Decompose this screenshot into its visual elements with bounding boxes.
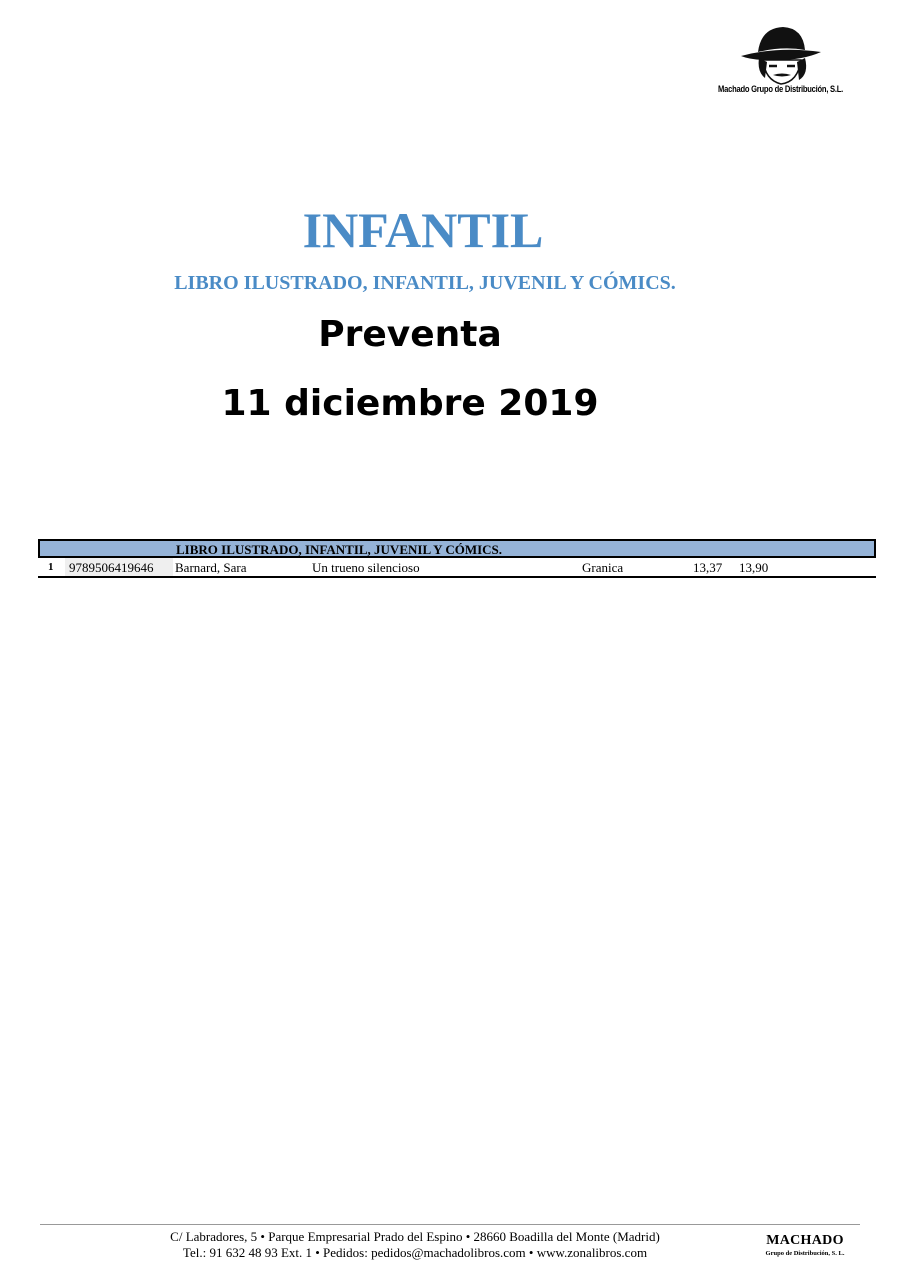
footer-divider — [40, 1224, 860, 1225]
logo-caption: Machado Grupo de Distribución, S.L. — [718, 84, 844, 95]
man-with-hat-logo-icon — [703, 22, 853, 86]
section-header-label: LIBRO ILUSTRADO, INFANTIL, JUVENIL Y CÓMICS. — [176, 542, 503, 557]
footer-brand — [755, 1233, 855, 1258]
footer-brand-name: MACHADO — [766, 1233, 844, 1248]
footer-brand-subtitle: Grupo de Distribución, S. L. — [765, 1250, 845, 1257]
footer-address-line-1: C/ Labradores, 5 • Parque Empresarial Prado del Espino • 28660 Boadilla del Monte (Madrid) — [170, 1229, 660, 1244]
row-isbn: 9789506419646 — [65, 558, 173, 576]
footer-address — [40, 1229, 790, 1261]
row-title: Un trueno silencioso — [312, 560, 420, 575]
company-logo — [703, 22, 853, 102]
catalog-table — [38, 539, 876, 578]
table-row — [38, 558, 876, 578]
row-price-2: 13,90 — [739, 560, 769, 575]
footer-address-line-2: Tel.: 91 632 48 93 Ext. 1 • Pedidos: pedidos@machadolibros.com • www.zonalibros.com — [182, 1245, 648, 1260]
preventa-heading: Preventa — [318, 314, 502, 355]
page-title: INFANTIL — [302, 202, 544, 258]
row-author: Barnard, Sara — [175, 560, 247, 575]
table-section-header — [38, 539, 876, 558]
row-publisher: Granica — [582, 560, 624, 575]
row-number: 1 — [48, 561, 54, 573]
row-price-1: 13,37 — [693, 560, 723, 575]
date-heading: 11 diciembre 2019 — [221, 383, 599, 424]
page-subtitle: LIBRO ILUSTRADO, INFANTIL, JUVENIL Y CÓMICS. — [174, 272, 676, 294]
